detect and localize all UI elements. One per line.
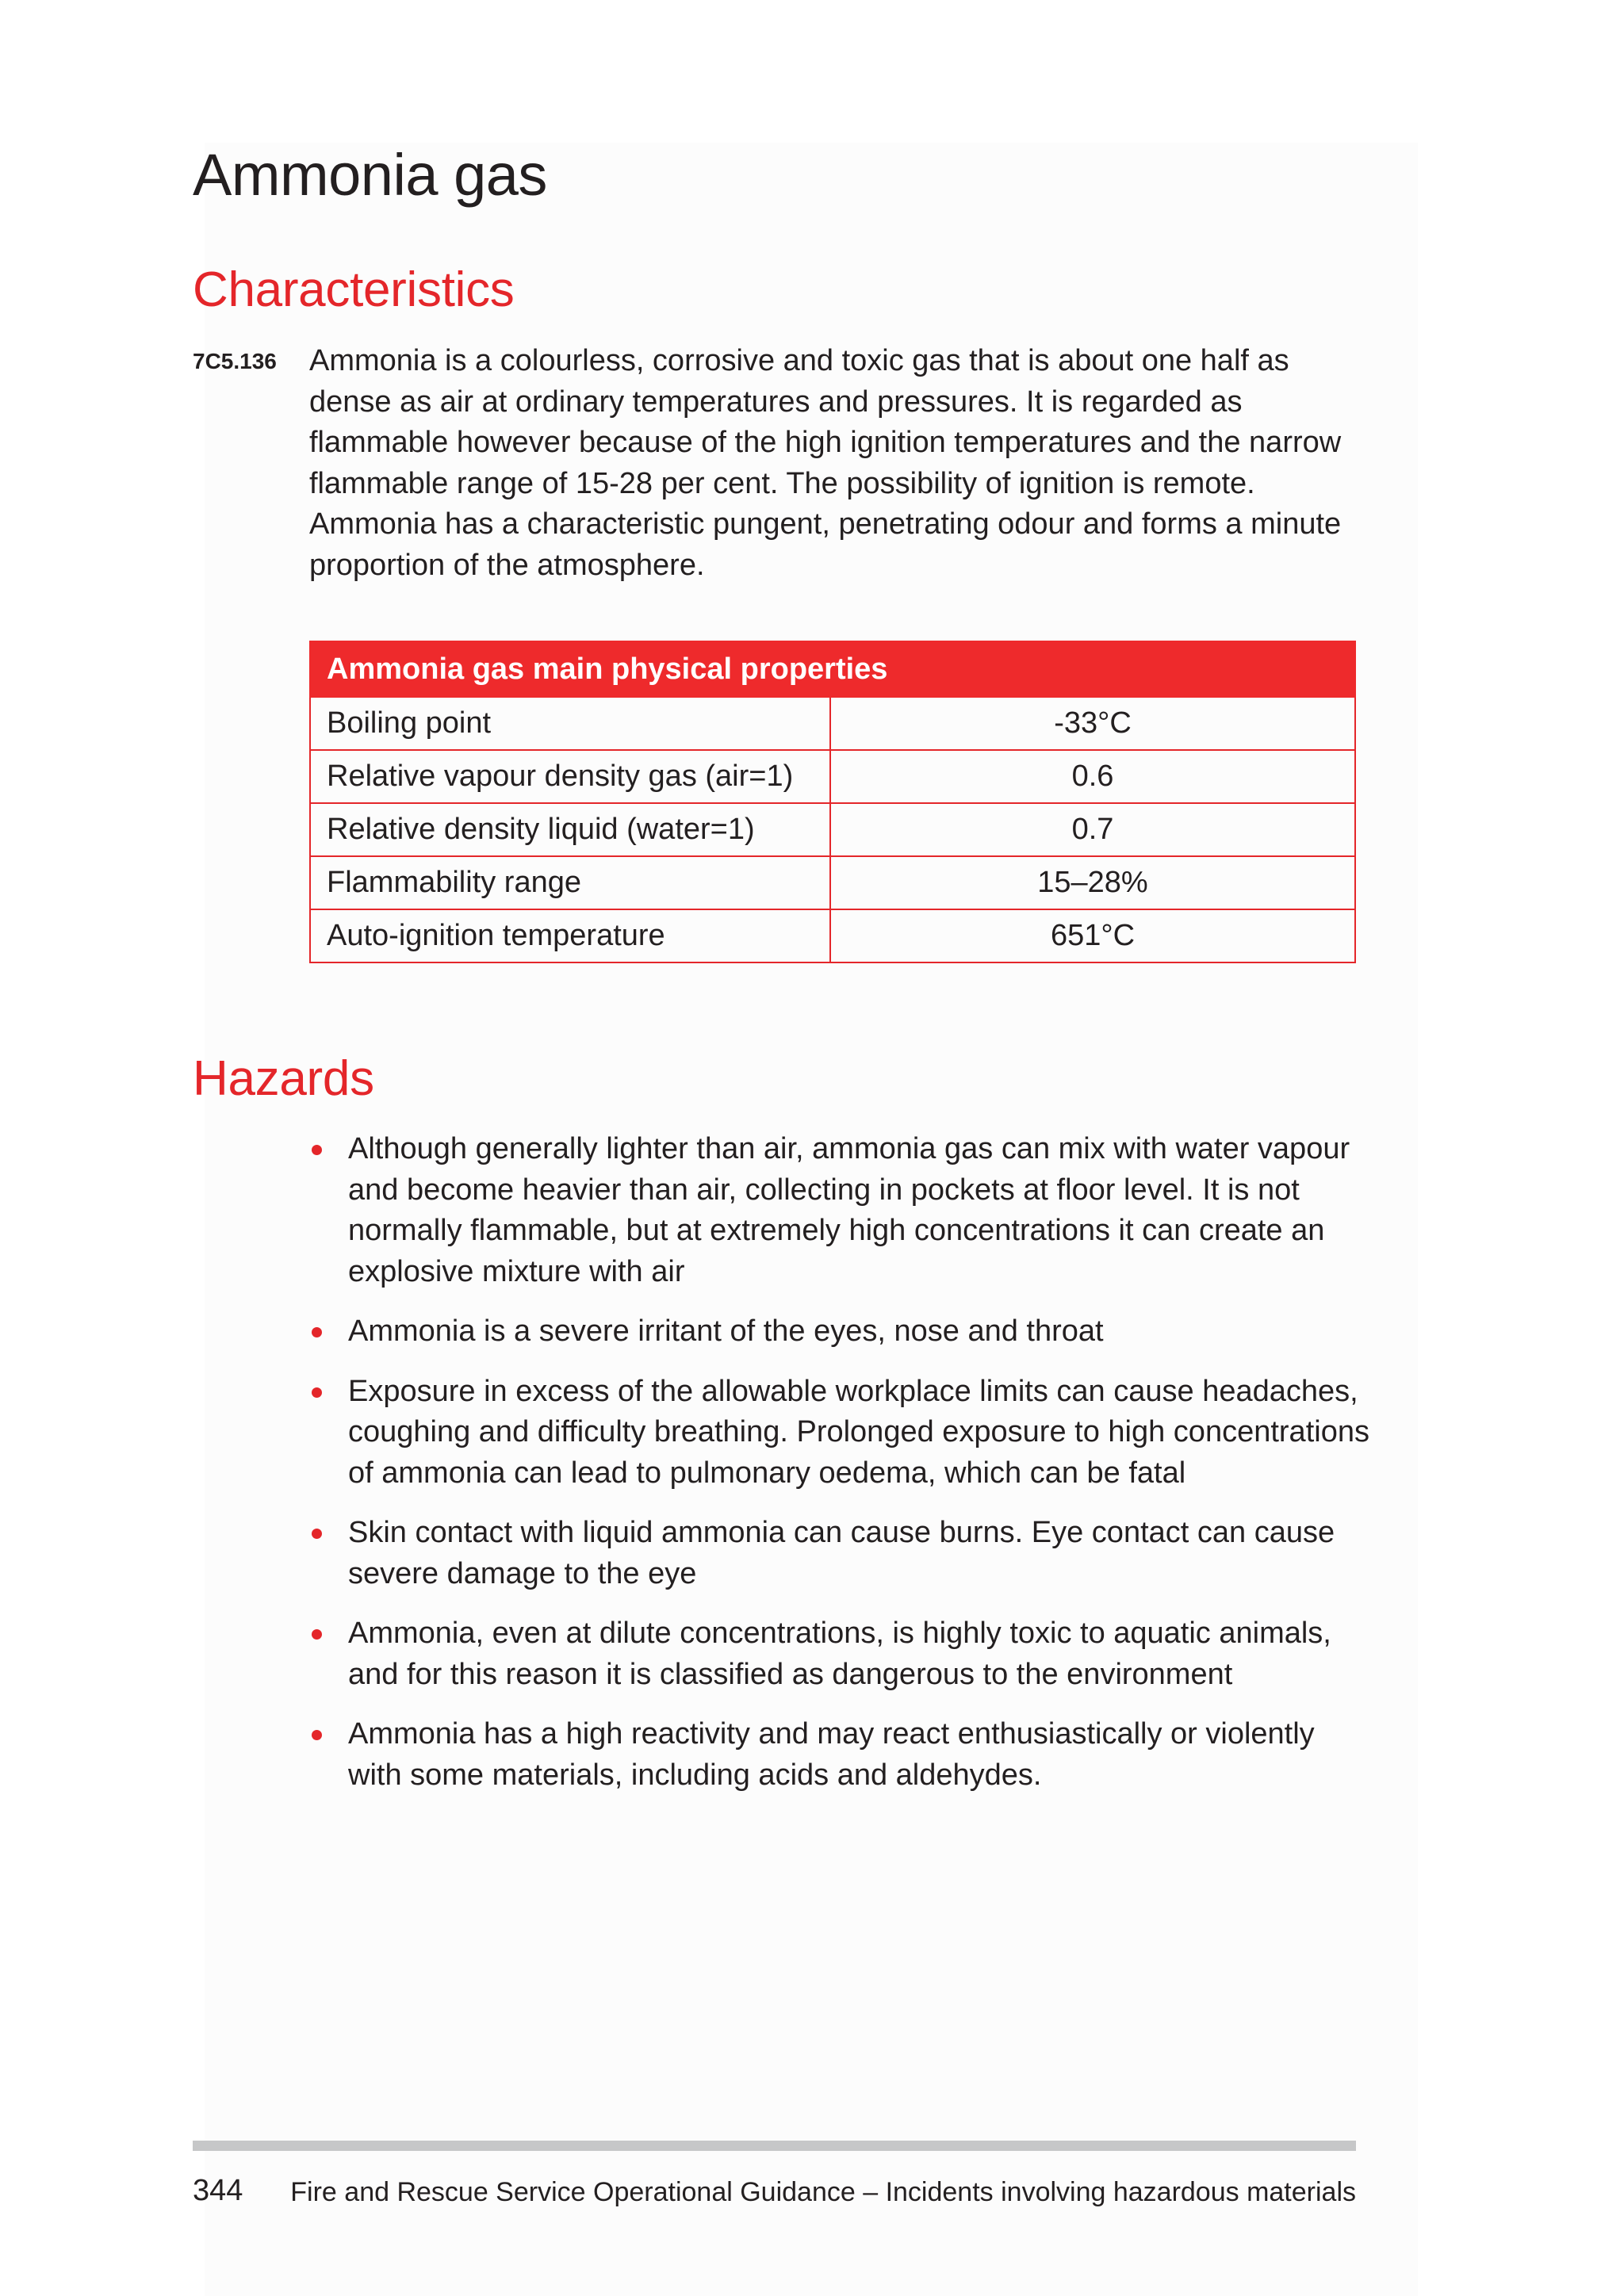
table-row xyxy=(310,803,1355,856)
table-row xyxy=(310,697,1355,750)
characteristics-paragraph: Ammonia is a colourless, corrosive and toxic gas that is about one half as dense as air at ordinary temperatures and pressures. It is regarded as flammable however because of the high ignition temperatures and the narrow flammable range of 15-28 per cent. The possibility of ignition is remote. Ammonia has a characteristic pungent, penetrating odour and forms a minute proportion of the atmosphere. xyxy=(309,344,1342,582)
list-item xyxy=(309,1129,1372,1292)
hazards-list xyxy=(309,1129,1372,1815)
property-value: 15–28% xyxy=(830,856,1355,909)
bullet-icon xyxy=(312,1387,322,1398)
property-name: Relative density liquid (water=1) xyxy=(310,803,830,856)
table-row xyxy=(310,909,1355,962)
table-header: Ammonia gas main physical properties xyxy=(310,641,1355,697)
property-name: Flammability range xyxy=(310,856,830,909)
paragraph-number: 7C5.136 xyxy=(193,349,277,373)
bullet-icon xyxy=(312,1145,322,1155)
bullet-icon xyxy=(312,1629,322,1640)
property-value: 0.6 xyxy=(830,750,1355,803)
list-item xyxy=(309,1613,1372,1695)
property-name: Relative vapour density gas (air=1) xyxy=(310,750,830,803)
bullet-icon xyxy=(312,1730,322,1740)
property-name: Boiling point xyxy=(310,697,830,750)
page-title: Ammonia gas xyxy=(193,142,547,208)
list-item xyxy=(309,1372,1372,1494)
list-item xyxy=(309,1311,1372,1353)
property-value: 651°C xyxy=(830,909,1355,962)
bullet-icon xyxy=(312,1529,322,1539)
hazards-heading: Hazards xyxy=(193,1051,374,1106)
footer-divider xyxy=(193,2141,1356,2151)
list-item-text: Exposure in excess of the allowable workplace limits can cause headaches, coughing and difficulty breathing. Prolonged exposure to high concentrations of ammonia can lead to pulmonary oedema, which can be fatal xyxy=(348,1374,1369,1490)
property-name: Auto-ignition temperature xyxy=(310,909,830,962)
table-row xyxy=(310,856,1355,909)
footer-title: Fire and Rescue Service Operational Guidance – Incidents involving hazardous materials xyxy=(290,2177,1356,2207)
page-number: 344 xyxy=(193,2174,243,2207)
table-row xyxy=(310,750,1355,803)
list-item-text: Skin contact with liquid ammonia can cause burns. Eye contact can cause severe damage to the eye xyxy=(348,1516,1335,1590)
property-value: 0.7 xyxy=(830,803,1355,856)
table-header-row xyxy=(310,641,1355,697)
property-value: -33°C xyxy=(830,697,1355,750)
list-item-text: Ammonia, even at dilute concentrations, is highly toxic to aquatic animals, and for this reason it is classified as dangerous to the environment xyxy=(348,1617,1331,1691)
characteristics-heading: Characteristics xyxy=(193,262,515,317)
list-item xyxy=(309,1513,1372,1594)
list-item xyxy=(309,1714,1372,1796)
list-item-text: Ammonia has a high reactivity and may react enthusiastically or violently with some materials, including acids and aldehydes. xyxy=(348,1717,1315,1792)
bullet-icon xyxy=(312,1327,322,1337)
physical-properties-table xyxy=(309,641,1356,963)
list-item-text: Although generally lighter than air, ammonia gas can mix with water vapour and become heavier than air, collecting in pockets at floor level. It is not normally flammable, but at extremely high concentrations it can create an explosive mixture with air xyxy=(348,1132,1350,1288)
list-item-text: Ammonia is a severe irritant of the eyes, nose and throat xyxy=(348,1314,1104,1348)
